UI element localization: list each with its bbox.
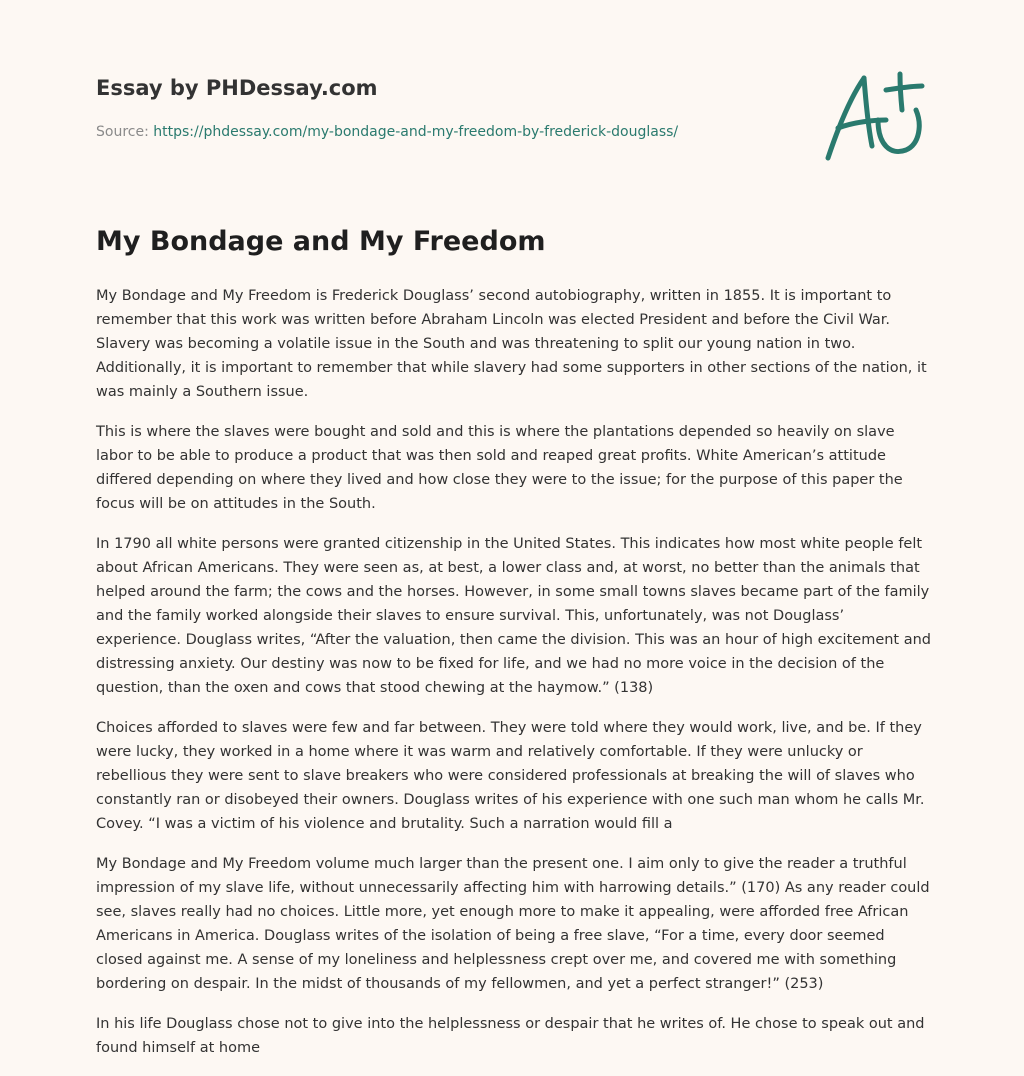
a-plus-logo-icon: [816, 66, 928, 166]
source-link[interactable]: https://phdessay.com/my-bondage-and-my-freedom-by-frederick-douglass/: [153, 124, 679, 140]
essay-paragraph: In 1790 all white persons were granted citizenship in the United States. This indicates how most white people felt about African Americans. They were seen as, at best, a lower class and, at worst, no better than the animals that helped around the farm; the cows and the horses. However, in some small towns slaves became part of the family and the family worked alongside their slaves to ensure survival. This, unfortunately, was not Douglass’ experience. Douglass writes, “After the valuation, then came the division. This was an hour of high excitement and distressing anxiety. Our destiny was now to be fixed for life, and we had no more voice in the decision of the question, than the oxen and cows that stood chewing at the haymow.” (138): [96, 536, 932, 696]
essay-body: [96, 284, 932, 1076]
essay-paragraph: In his life Douglass chose not to give into the helplessness or despair that he writes of. He chose to speak out and found himself at home: [96, 1016, 925, 1056]
essay-paragraph: My Bondage and My Freedom volume much larger than the present one. I aim only to give the reader a truthful impression of my slave life, without unnecessarily affecting him with harrowing details.” (170) As any reader could see, slaves really had no choices. Little more, yet enough more to make it appealing, were afforded free African Americans in America. Douglass writes of the isolation of being a free slave, “For a time, every door seemed closed against me. A sense of my loneliness and helplessness crept over me, and covered me with something bordering on despair. In the midst of thousands of my fellowmen, and yet a perfect stranger!” (253): [96, 856, 930, 992]
source-label: Source:: [96, 124, 154, 140]
source-line: [96, 124, 678, 140]
essay-paragraph: This is where the slaves were bought and sold and this is where the plantations depended so heavily on slave labor to be able to produce a product that was then sold and reaped great profits. White American’s attitude differed depending on where they lived and how close they were to the issue; for the purpose of this paper the focus will be on attitudes in the South.: [96, 424, 903, 512]
essay-title: My Bondage and My Freedom: [96, 226, 546, 257]
essay-paragraph: My Bondage and My Freedom is Frederick Douglass’ second autobiography, written in 1855. It is important to remember that this work was written before Abraham Lincoln was elected President and before the Civil War. Slavery was becoming a volatile issue in the South and was threatening to split our young nation in two. Additionally, it is important to remember that while slavery had some supporters in other sections of the nation, it was mainly a Southern issue.: [96, 288, 927, 400]
essay-paragraph: Choices afforded to slaves were few and far between. They were told where they would work, live, and be. If they were lucky, they worked in a home where it was warm and relatively comfortable. If they were unlucky or rebellious they were sent to slave breakers who were considered professionals at breaking the will of slaves who constantly ran or disobeyed their owners. Douglass writes of his experience with one such man whom he calls Mr. Covey. “I was a victim of his violence and brutality. Such a narration would fill a: [96, 720, 925, 832]
site-brand: Essay by PHDessay.com: [96, 76, 378, 100]
